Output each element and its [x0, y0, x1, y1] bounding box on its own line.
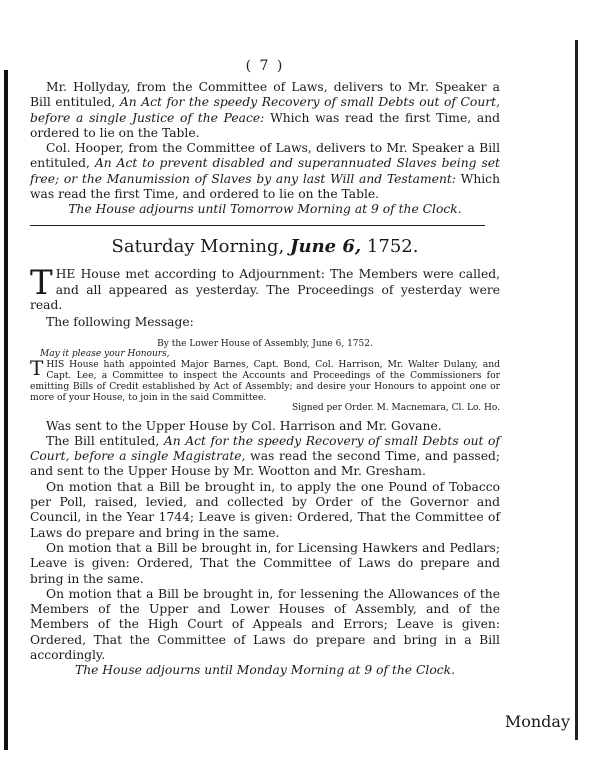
- message-salutation: May it please your Honours,: [40, 348, 170, 359]
- page-number: ( 7 ): [245, 58, 285, 74]
- page-edge-left: [4, 70, 8, 750]
- message-signature: Signed per Order. M. Macnemara, Cl. Lo. Ho.: [292, 402, 500, 413]
- following-message-label: The following Message:: [46, 315, 194, 330]
- adjournment-notice-monday: The House adjourns until Monday Morning at 9 of the Clock.: [75, 663, 455, 678]
- message-block: [30, 339, 500, 413]
- paragraph-house-met: THE House met according to Adjournment: The Members were called, and all appeared as yesterday. The Proceedings of yesterday were read.: [30, 263, 500, 312]
- day-heading: Saturday Morning, June 6, 1752.: [111, 236, 419, 258]
- drop-cap: T: [30, 263, 53, 304]
- document-page: [30, 58, 500, 678]
- paragraph-bill-second-reading: The Bill entituled, An Act for the speedy Recovery of small Debts out of Court, before a single Magistrate, was read the second Time, and passed; and sent to the Upper House by Mr. Wootton and Mr. Gresham.: [30, 433, 501, 479]
- adjournment-notice: The House adjourns until Tomorrow Morning at 9 of the Clock.: [68, 202, 462, 217]
- message-from: By the Lower House of Assembly, June 6, 1752.: [157, 338, 373, 349]
- page-edge-right: [575, 40, 578, 740]
- paragraph-hollyday-bill: Mr. Hollyday, from the Committee of Laws, delivers to Mr. Speaker a Bill entituled, An Act for the speedy Recovery of small Debts out of Court, before a single Justice of the Peace: Which was read the first Time, and ordered to lie on the Table.: [30, 80, 501, 140]
- section-rule: [30, 225, 485, 226]
- catchword: Monday: [504, 712, 570, 731]
- paragraph-sent-upper-house: Was sent to the Upper House by Col. Harrison and Mr. Govane.: [46, 418, 442, 433]
- message-drop-cap: T: [30, 355, 44, 380]
- paragraph-allowances-motion: On motion that a Bill be brought in, for lessening the Allowances of the Members of the Upper and Lower Houses of Assembly, and of the Members of the High Court of Appeals and Errors; Leave is given: Ordered, That the Committee of Laws do prepare and bring in a Bill accordingly.: [30, 586, 500, 663]
- message-body: THIS House hath appointed Major Barnes, Capt. Bond, Col. Harrison, Mr. Walter Dulany, and Capt. Lee, a Committee to inspect the Accounts and Proceedings of the Commissioners for emitting Bills of Credit established by Act of Assembly; and desire your Honours to appoint one or more of your House, to join in the said Committee.: [30, 355, 500, 403]
- paragraph-hooper-bill: Col. Hooper, from the Committee of Laws, delivers to Mr. Speaker a Bill entituled, An Act to prevent disabled and superannuated Slaves being set free; or the Manumission of Slaves by any last Will and Testament: Which was read the first Time, and ordered to lie on the Table.: [30, 141, 500, 202]
- paragraph-hawkers-motion: On motion that a Bill be brought in, for Licensing Hawkers and Pedlars; Leave is given: Ordered, That the Committee of Laws do prepare and bring in the same.: [30, 540, 500, 586]
- paragraph-tobacco-motion: On motion that a Bill be brought in, to apply the one Pound of Tobacco per Poll, raised, levied, and collected by Order of the Governor and Council, in the Year 1744; Leave is given: Ordered, That the Committee of Laws do prepare and bring in the same.: [30, 479, 500, 540]
